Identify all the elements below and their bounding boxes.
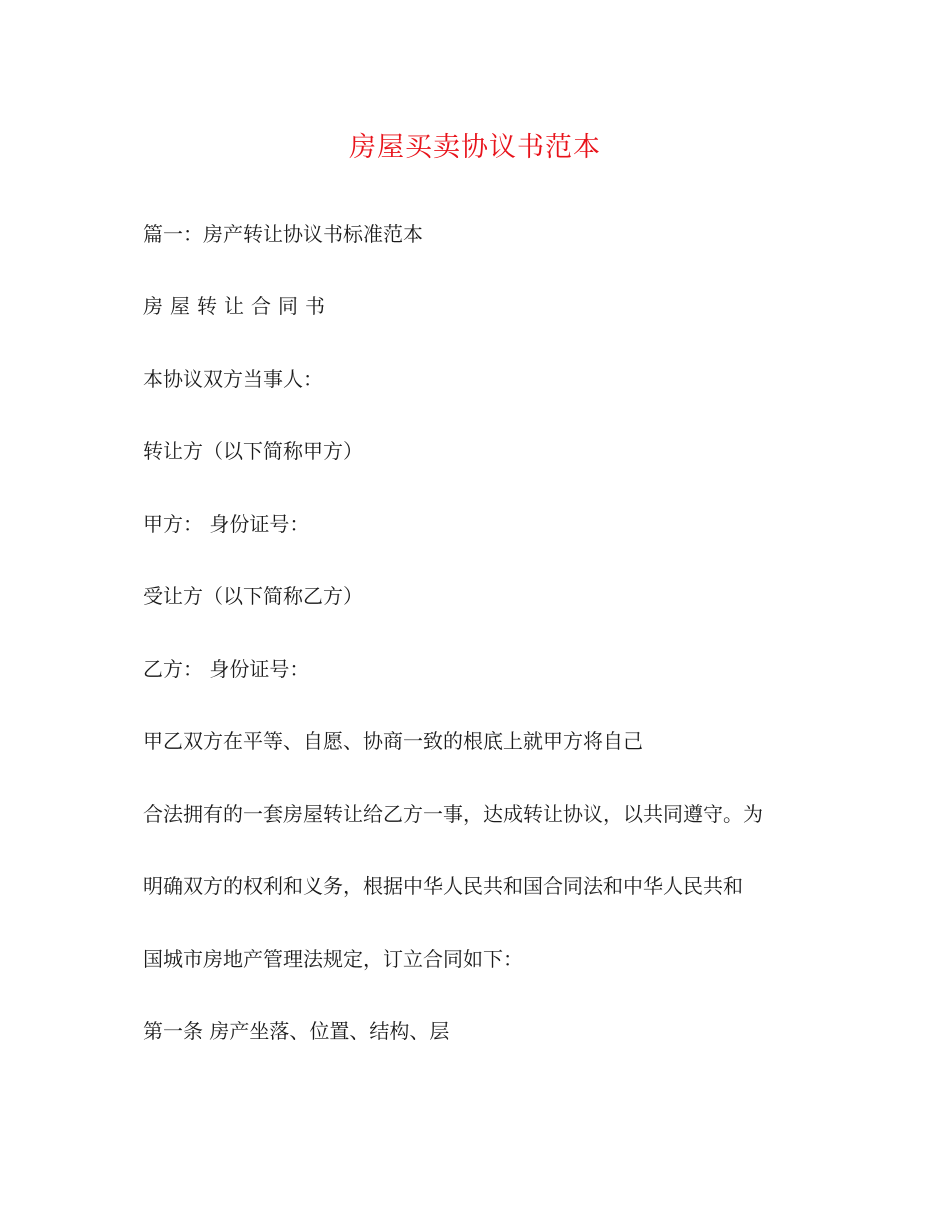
parties-intro: 本协议双方当事人： (143, 367, 323, 391)
party-b-id-line: 乙方： 身份证号： (143, 657, 310, 681)
party-a-id-line: 甲方： 身份证号： (143, 512, 310, 536)
body-paragraph-line: 国城市房地产管理法规定，订立合同如下： (143, 947, 523, 971)
transferee-line: 受让方（以下简称乙方） (143, 584, 363, 608)
body-paragraph-line: 合法拥有的一套房屋转让给乙方一事，达成转让协议，以共同遵守。为 (143, 802, 763, 826)
article-one-heading: 第一条 房产坐落、位置、结构、层 (143, 1019, 450, 1043)
document-title: 房屋买卖协议书范本 (349, 132, 601, 163)
body-paragraph-line: 甲乙双方在平等、自愿、协商一致的根底上就甲方将自己 (143, 729, 643, 753)
transferor-line: 转让方（以下简称甲方） (143, 439, 363, 463)
body-paragraph-line: 明确双方的权利和义务，根据中华人民共和国合同法和中华人民共和 (143, 874, 743, 898)
section-heading: 篇一：房产转让协议书标准范本 (143, 222, 423, 246)
contract-title: 房屋转让合同书 (143, 294, 332, 318)
